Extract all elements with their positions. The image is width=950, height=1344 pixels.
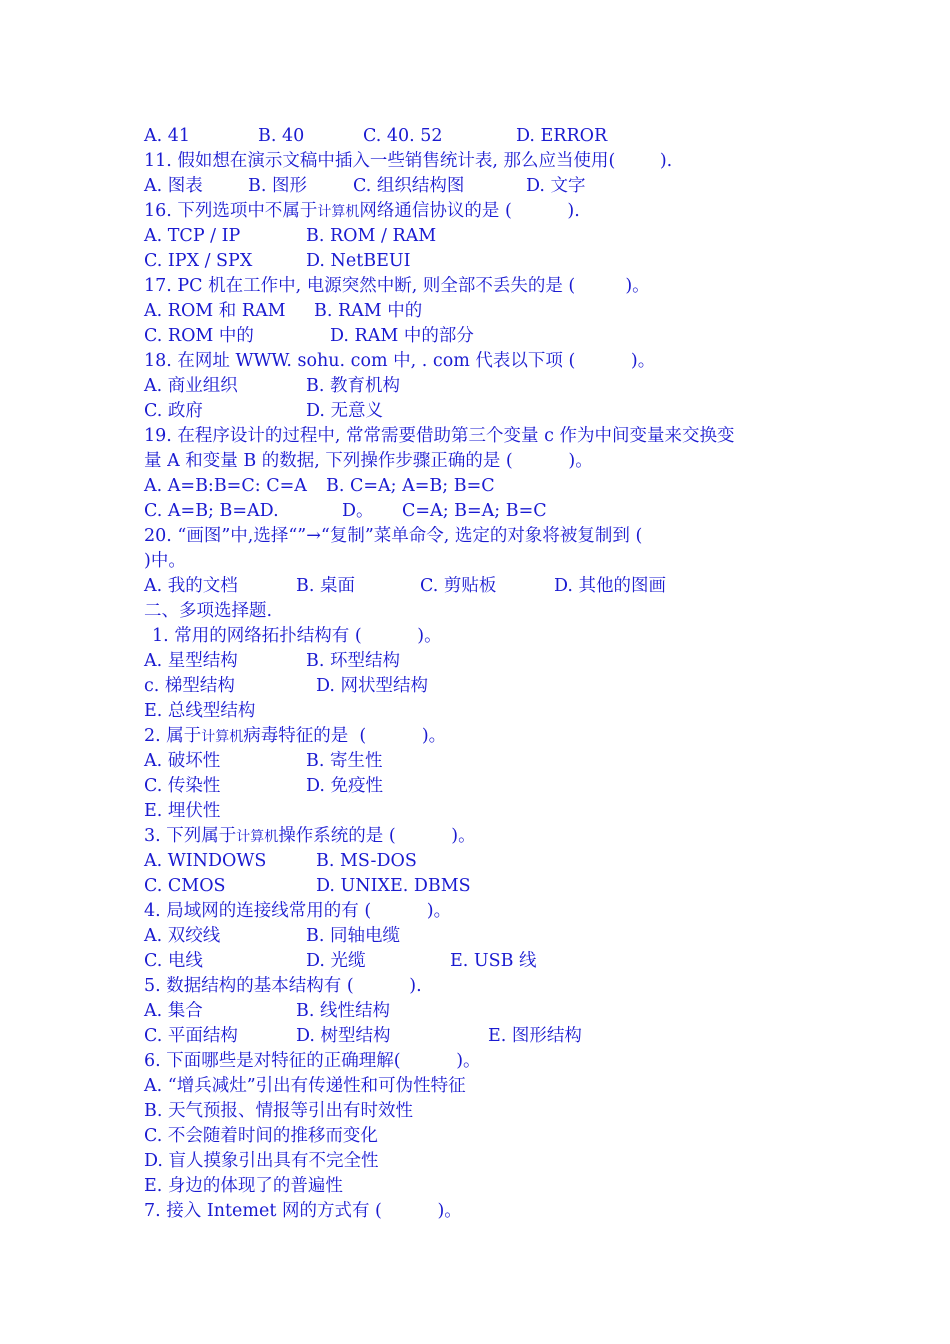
option-c: c. 梯型结构 bbox=[144, 676, 235, 696]
section-heading: 二、多项选择题. bbox=[144, 601, 273, 621]
option-c: C. 不会随着时间的推移而变化 bbox=[144, 1126, 378, 1146]
question-text-start: 3. 下列属于 bbox=[144, 826, 237, 846]
option-e: E. USB 线 bbox=[450, 951, 537, 971]
option-a: A. TCP / IP bbox=[144, 226, 241, 246]
question-text-end: 病毒特征的是 ( )。 bbox=[243, 726, 447, 746]
option-e: E. 埋伏性 bbox=[144, 801, 221, 821]
answer-options-row bbox=[144, 374, 400, 399]
option-a: A. WINDOWS bbox=[144, 851, 267, 871]
question-text-small: 计算机 bbox=[317, 204, 360, 220]
answer-options-row bbox=[144, 324, 474, 349]
option-d: D. NetBEUI bbox=[306, 251, 411, 271]
option-d: D. UNIXE. DBMS bbox=[316, 876, 471, 896]
question-text-small: 计算机 bbox=[201, 729, 244, 745]
answer-options-row bbox=[144, 174, 586, 199]
option-d: D. 盲人摸象引出具有不完全性 bbox=[144, 1151, 379, 1171]
question-text-end: 网络通信协议的是 ( ). bbox=[359, 201, 580, 221]
question-m5: 5. 数据结构的基本结构有 ( ). bbox=[144, 976, 422, 996]
option-b: B. 桌面 bbox=[296, 576, 355, 596]
option-d: D. 网状型结构 bbox=[316, 676, 429, 696]
question-m6: 6. 下面哪些是对特征的正确理解( )。 bbox=[144, 1051, 481, 1071]
answer-options-row bbox=[144, 774, 384, 799]
answer-options-row bbox=[144, 924, 400, 949]
option-a: A. 星型结构 bbox=[144, 651, 238, 671]
option-a: A. “增兵减灶”引出有传递性和可伪性特征 bbox=[144, 1076, 466, 1096]
option-a: A. 破坏性 bbox=[144, 751, 221, 771]
option-c: C. A=B; B=AD. bbox=[144, 501, 279, 521]
answer-options-row bbox=[144, 1024, 582, 1049]
option-b: B. 图形 bbox=[248, 176, 307, 196]
question-11: 11. 假如想在演示文稿中插入一些销售统计表, 那么应当使用( ). bbox=[144, 151, 673, 171]
option-e: E. 身边的体现了的普遍性 bbox=[144, 1176, 343, 1196]
option-a: A. 双绞线 bbox=[144, 926, 221, 946]
option-a: A. 集合 bbox=[144, 1001, 203, 1021]
answer-options-row bbox=[144, 574, 667, 599]
option-b: B. 教育机构 bbox=[306, 376, 400, 396]
answer-options-row bbox=[144, 849, 417, 874]
option-a: A. A=B:B=C: C=A bbox=[144, 476, 307, 496]
option-d: D. 免疫性 bbox=[306, 776, 384, 796]
option-c: C. CMOS bbox=[144, 876, 226, 896]
question-19: 19. 在程序设计的过程中, 常常需要借助第三个变量 c 作为中间变量来交换变 bbox=[144, 426, 735, 446]
question-m3 bbox=[144, 824, 476, 849]
question-17: 17. PC 机在工作中, 电源突然中断, 则全部不丢失的是 ( )。 bbox=[144, 276, 650, 296]
question-m7: 7. 接入 Intemet 网的方式有 ( )。 bbox=[144, 1201, 462, 1221]
answer-options-row bbox=[144, 949, 537, 974]
option-b: B. 同轴电缆 bbox=[306, 926, 400, 946]
option-a: A. 商业组织 bbox=[144, 376, 238, 396]
answer-options-row bbox=[144, 999, 390, 1024]
option-c: C. 电线 bbox=[144, 951, 203, 971]
option-b: B. 线性结构 bbox=[296, 1001, 390, 1021]
option-b: B. RAM 中的 bbox=[314, 301, 423, 321]
question-text-end: 操作系统的是 ( )。 bbox=[278, 826, 476, 846]
option-d-label: D。 bbox=[342, 501, 374, 521]
option-c: C. 平面结构 bbox=[144, 1026, 238, 1046]
question-16 bbox=[144, 199, 580, 224]
option-e: E. 图形结构 bbox=[488, 1026, 582, 1046]
option-d-text: C=A; B=A; B=C bbox=[402, 501, 547, 521]
option-c: C. IPX / SPX bbox=[144, 251, 253, 271]
option-d: D. RAM 中的部分 bbox=[330, 326, 474, 346]
option-c: C. 传染性 bbox=[144, 776, 221, 796]
option-d: D. 无意义 bbox=[306, 401, 384, 421]
question-18: 18. 在网址 WWW. sohu. com 中, . com 代表以下项 ( )。 bbox=[144, 351, 656, 371]
answer-options-row bbox=[144, 399, 384, 424]
option-b: B. 环型结构 bbox=[306, 651, 400, 671]
option-d: D. ERROR bbox=[516, 126, 608, 146]
option-c: C. 组织结构图 bbox=[353, 176, 465, 196]
answer-options-row bbox=[144, 874, 471, 899]
answer-options-row bbox=[144, 299, 423, 324]
answer-options-row bbox=[144, 649, 400, 674]
question-text-start: 2. 属于 bbox=[144, 726, 202, 746]
question-m4: 4. 局域网的连接线常用的有 ( )。 bbox=[144, 901, 452, 921]
option-a: A. 41 bbox=[144, 126, 191, 146]
answer-options-row bbox=[144, 474, 495, 499]
option-c: C. ROM 中的 bbox=[144, 326, 254, 346]
option-a: A. ROM 和 RAM bbox=[144, 301, 286, 321]
answer-options-row bbox=[144, 499, 547, 524]
option-b: B. 40 bbox=[258, 126, 305, 146]
question-20: 20. “画图”中,选择“”→“复制”菜单命令, 选定的对象将被复制到 ( bbox=[144, 526, 643, 546]
option-b: B. 寄生性 bbox=[306, 751, 383, 771]
option-d: D. 其他的图画 bbox=[554, 576, 667, 596]
question-text-start: 16. 下列选项中不属于 bbox=[144, 201, 318, 221]
option-b: B. C=A; A=B; B=C bbox=[326, 476, 495, 496]
question-20-continued: )中。 bbox=[144, 551, 186, 571]
option-c: C. 政府 bbox=[144, 401, 203, 421]
answer-options-row bbox=[144, 224, 437, 249]
option-c: C. 剪贴板 bbox=[420, 576, 497, 596]
option-d: D. 光缆 bbox=[306, 951, 366, 971]
option-b: B. 天气预报、情报等引出有时效性 bbox=[144, 1101, 413, 1121]
option-b: B. MS-DOS bbox=[316, 851, 417, 871]
option-d: D. 文字 bbox=[526, 176, 586, 196]
answer-options-row bbox=[144, 249, 411, 274]
option-e: E. 总线型结构 bbox=[144, 701, 256, 721]
answer-options-row bbox=[144, 124, 608, 149]
question-m1: 1. 常用的网络拓扑结构有 ( )。 bbox=[152, 626, 442, 646]
question-m2 bbox=[144, 724, 446, 749]
option-d: D. 树型结构 bbox=[296, 1026, 391, 1046]
option-a: A. 图表 bbox=[144, 176, 203, 196]
question-19-continued: 量 A 和变量 B 的数据, 下列操作步骤正确的是 ( )。 bbox=[144, 451, 593, 471]
option-b: B. ROM / RAM bbox=[306, 226, 437, 246]
question-text-small: 计算机 bbox=[236, 829, 279, 845]
answer-options-row bbox=[144, 749, 383, 774]
option-a: A. 我的文档 bbox=[144, 576, 238, 596]
option-c: C. 40. 52 bbox=[363, 126, 443, 146]
answer-options-row bbox=[144, 674, 429, 699]
